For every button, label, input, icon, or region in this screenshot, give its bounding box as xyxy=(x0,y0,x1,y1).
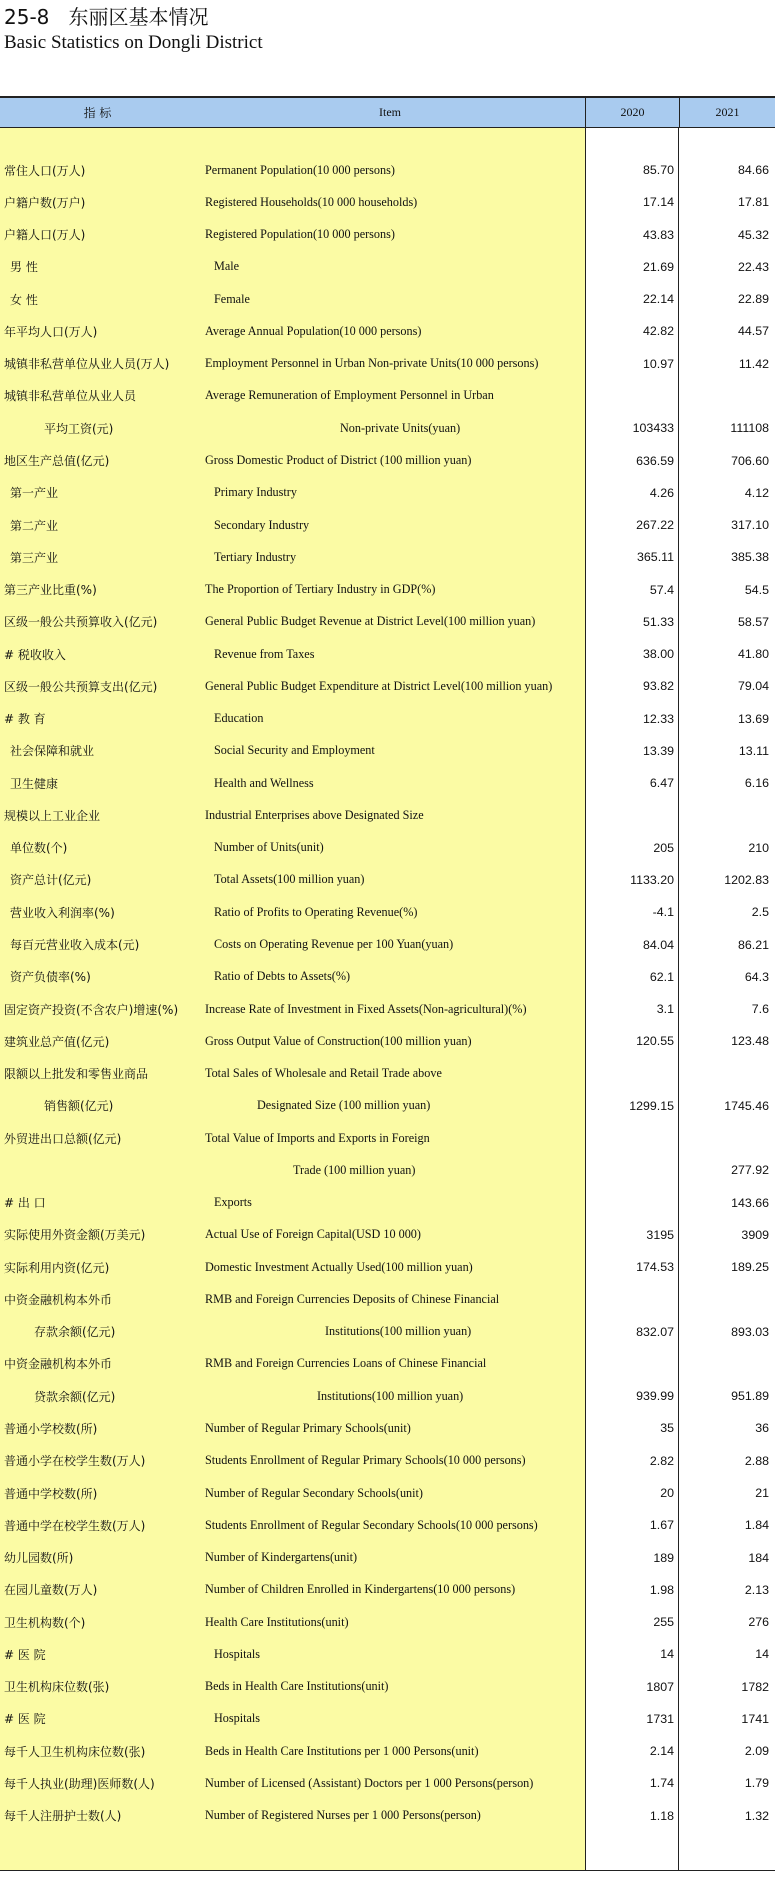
row-label-cn: 存款余额(亿元) xyxy=(34,1325,116,1340)
table-row-label xyxy=(0,1735,585,1767)
row-label-cn: 限额以上批发和零售业商品 xyxy=(4,1067,149,1082)
cell-value-2021: 36 xyxy=(755,1421,769,1436)
row-label-en: General Public Budget Revenue at District Level(100 million yuan) xyxy=(205,614,536,629)
cell-value-2021 xyxy=(679,799,773,831)
row-label-en: RMB and Foreign Currencies Deposits of Chinese Financial xyxy=(205,1291,500,1306)
row-label-en: The Proportion of Tertiary Industry in GDP(%) xyxy=(205,582,436,597)
cell-value-2021: 2.09 xyxy=(744,1744,769,1759)
cell-value-2021: 385.38 xyxy=(731,550,769,565)
row-label-en: Primary Industry xyxy=(214,485,297,500)
cell-value-2021: 951.89 xyxy=(731,1389,769,1404)
table-code: 25-8 xyxy=(4,5,50,29)
cell-value-2021: 317.10 xyxy=(731,518,769,533)
row-label-en: Registered Households(10 000 households) xyxy=(205,194,418,209)
cell-value-2021: 22.43 xyxy=(737,259,769,274)
row-label-en: Students Enrollment of Regular Primary Schools(10 000 persons) xyxy=(205,1453,526,1468)
row-label-en: Ratio of Debts to Assets(%) xyxy=(214,969,351,984)
table-row-label xyxy=(0,1090,585,1122)
table-row-label xyxy=(0,735,585,767)
row-label-en: Number of Regular Primary Schools(unit) xyxy=(205,1420,411,1435)
cell-value-2020 xyxy=(586,1154,678,1186)
cell-value-2020: 3.1 xyxy=(656,1002,674,1017)
year-2021-column xyxy=(678,128,773,1870)
cell-value-2021: 111108 xyxy=(730,421,769,436)
cell-value-2020: 84.04 xyxy=(642,937,674,952)
cell-value-2021: 2.88 xyxy=(744,1453,769,1468)
cell-value-2021 xyxy=(679,380,773,412)
row-label-en: Health and Wellness xyxy=(214,775,314,790)
cell-value-2020: 103433 xyxy=(632,421,674,436)
table-row-label xyxy=(0,832,585,864)
row-label-en: Number of Regular Secondary Schools(unit) xyxy=(205,1485,423,1500)
cell-value-2021: 1782 xyxy=(741,1679,769,1694)
cell-value-2020: 832.07 xyxy=(636,1324,674,1339)
table-row-label xyxy=(0,477,585,509)
row-label-cn: 社会保障和就业 xyxy=(10,744,95,759)
row-label-en: Average Remuneration of Employment Personnel in Urban xyxy=(205,388,494,403)
cell-value-2021: 11.42 xyxy=(738,356,769,371)
table-row-label xyxy=(0,1057,585,1089)
cell-value-2020: 1133.20 xyxy=(630,872,674,887)
row-label-cn: 户籍户数(万户) xyxy=(4,195,86,210)
row-label-cn: 女 性 xyxy=(10,292,38,307)
row-label-en: Domestic Investment Actually Used(100 million yuan) xyxy=(205,1259,473,1274)
row-label-en: Costs on Operating Revenue per 100 Yuan(yuan) xyxy=(214,937,454,951)
cell-value-2021: 58.57 xyxy=(737,614,769,629)
row-label-cn: 每千人卫生机构床位数(张) xyxy=(4,1744,146,1759)
cell-value-2021: 1.84 xyxy=(744,1518,769,1533)
cell-value-2020: 174.53 xyxy=(636,1260,674,1275)
cell-value-2021: 123.48 xyxy=(731,1034,769,1049)
table-row-label xyxy=(0,380,585,412)
table-row-label xyxy=(0,961,585,993)
cell-value-2020: 2.82 xyxy=(649,1453,674,1468)
row-label-en: Increase Rate of Investment in Fixed Assets(Non-agricultural)(%) xyxy=(205,1001,527,1016)
cell-value-2020: 189 xyxy=(653,1550,674,1565)
cell-value-2020: 17.14 xyxy=(642,195,674,210)
row-label-cn: 中资金融机构本外币 xyxy=(4,1292,113,1307)
row-label-en: Hospitals xyxy=(214,1711,261,1726)
cell-value-2020 xyxy=(586,1057,678,1089)
table-row-label xyxy=(0,1348,585,1380)
table-row-label xyxy=(0,1703,585,1735)
row-label-en: Number of Licensed (Assistant) Doctors per 1 000 Persons(person) xyxy=(205,1775,534,1790)
row-label-cn: # 税收收入 xyxy=(4,647,66,662)
table-row-label xyxy=(0,219,585,251)
table-row-label xyxy=(0,1122,585,1154)
row-label-cn: 第三产业比重(%) xyxy=(4,583,97,598)
table-row-label xyxy=(0,541,585,573)
row-label-cn: 区级一般公共预算收入(亿元) xyxy=(4,615,158,630)
row-label-en: Number of Units(unit) xyxy=(214,840,324,855)
header-item-en: Item xyxy=(379,105,401,119)
table-row-label xyxy=(0,1154,585,1186)
cell-value-2021: 45.32 xyxy=(737,227,769,242)
row-label-en: Designated Size (100 million yuan) xyxy=(257,1098,431,1113)
cell-value-2021: 1745.46 xyxy=(724,1098,769,1113)
cell-value-2021: 1.79 xyxy=(744,1776,769,1791)
table-row-label xyxy=(0,573,585,605)
cell-value-2021: 4.12 xyxy=(744,485,769,500)
cell-value-2021: 143.66 xyxy=(731,1195,769,1210)
table-row-label xyxy=(0,896,585,928)
table-row-label xyxy=(0,1219,585,1251)
page-title-en: Basic Statistics on Dongli District xyxy=(4,32,263,53)
cell-value-2020: 14 xyxy=(660,1647,674,1662)
cell-value-2021: 44.57 xyxy=(737,324,769,339)
cell-value-2021: 210 xyxy=(748,840,769,855)
table-row-label xyxy=(0,1025,585,1057)
row-label-cn: 普通小学校数(所) xyxy=(4,1421,98,1436)
row-label-en: Employment Personnel in Urban Non-private Units(10 000 persons) xyxy=(205,356,539,371)
row-label-cn: 幼儿园数(所) xyxy=(4,1551,74,1566)
row-label-cn: 区级一般公共预算支出(亿元) xyxy=(4,679,158,694)
row-label-cn: 普通中学校数(所) xyxy=(4,1486,98,1501)
cell-value-2020: 3195 xyxy=(646,1227,674,1242)
row-label-cn: 实际利用内资(亿元) xyxy=(4,1260,110,1275)
row-label-cn: 建筑业总产值(亿元) xyxy=(4,1034,110,1049)
table-row-label xyxy=(0,1187,585,1219)
row-label-en: Registered Population(10 000 persons) xyxy=(205,227,395,242)
row-label-cn: 资产总计(亿元) xyxy=(10,873,92,888)
table-row-label xyxy=(0,509,585,541)
row-label-en: RMB and Foreign Currencies Loans of Chinese Financial xyxy=(205,1356,487,1371)
row-label-cn: 固定资产投资(不含农户)增速(%) xyxy=(4,1002,179,1017)
row-label-en: Revenue from Taxes xyxy=(214,646,315,661)
cell-value-2021: 1.32 xyxy=(744,1808,769,1823)
cell-value-2020: 93.82 xyxy=(642,679,674,694)
item-column xyxy=(0,128,585,1870)
cell-value-2020: 1.74 xyxy=(649,1776,674,1791)
table-row-label xyxy=(0,638,585,670)
cell-value-2021: 54.5 xyxy=(744,582,769,597)
cell-value-2020: 365.11 xyxy=(637,550,674,565)
table-row-label xyxy=(0,251,585,283)
table-row-label xyxy=(0,928,585,960)
row-label-en: Exports xyxy=(214,1195,252,1210)
row-label-cn: 每千人注册护士数(人) xyxy=(4,1809,122,1824)
cell-value-2021 xyxy=(679,1122,773,1154)
row-label-en: Beds in Health Care Institutions(unit) xyxy=(205,1679,389,1694)
cell-value-2021: 1202.83 xyxy=(724,872,769,887)
row-label-en: Health Care Institutions(unit) xyxy=(205,1614,349,1629)
row-label-en: Education xyxy=(214,711,264,726)
table-row-label xyxy=(0,1574,585,1606)
table-row-label xyxy=(0,1638,585,1670)
table-row-label xyxy=(0,1477,585,1509)
cell-value-2021: 706.60 xyxy=(731,453,769,468)
cell-value-2021: 79.04 xyxy=(737,679,769,694)
cell-value-2020: 120.55 xyxy=(636,1034,674,1049)
cell-value-2021: 7.6 xyxy=(751,1002,769,1017)
cell-value-2021: 13.69 xyxy=(737,711,769,726)
cell-value-2020: 6.47 xyxy=(649,776,674,791)
cell-value-2020: 1.98 xyxy=(649,1582,674,1597)
table-row-label xyxy=(0,444,585,476)
row-label-cn: # 出 口 xyxy=(4,1196,46,1211)
year-2020-column xyxy=(585,128,678,1870)
row-label-en: Beds in Health Care Institutions per 1 000 Persons(unit) xyxy=(205,1743,479,1758)
cell-value-2021: 184 xyxy=(748,1550,769,1565)
row-label-en: Trade (100 million yuan) xyxy=(293,1162,416,1177)
table-row-label xyxy=(0,993,585,1025)
cell-value-2020: 4.26 xyxy=(649,485,674,500)
header-item-cn: 指 标 xyxy=(83,106,112,120)
cell-value-2020: 13.39 xyxy=(642,743,674,758)
cell-value-2020: 85.70 xyxy=(642,163,674,178)
cell-value-2021: 1741 xyxy=(741,1711,769,1726)
cell-value-2020: 205 xyxy=(653,840,674,855)
table-row-label xyxy=(0,1767,585,1799)
row-label-en: Secondary Industry xyxy=(214,517,310,532)
table-row-label xyxy=(0,1606,585,1638)
cell-value-2020 xyxy=(586,1348,678,1380)
table-row-label xyxy=(0,1380,585,1412)
cell-value-2021: 2.5 xyxy=(751,905,769,920)
row-label-cn: 实际使用外资金额(万美元) xyxy=(4,1228,146,1243)
row-label-en: Total Sales of Wholesale and Retail Trade above xyxy=(205,1066,442,1081)
cell-value-2020: 51.33 xyxy=(642,614,674,629)
cell-value-2021: 41.80 xyxy=(737,647,769,662)
cell-value-2020 xyxy=(586,1283,678,1315)
table-row-label xyxy=(0,1800,585,1832)
cell-value-2021: 276 xyxy=(748,1615,769,1630)
table-body xyxy=(0,128,775,1871)
table-row-label xyxy=(0,1445,585,1477)
table-row-label xyxy=(0,703,585,735)
table-row-label xyxy=(0,606,585,638)
header-year-2021: 2021 xyxy=(679,98,775,127)
row-label-cn: 第一产业 xyxy=(10,486,59,501)
row-label-cn: 城镇非私营单位从业人员(万人) xyxy=(4,357,170,372)
cell-value-2020 xyxy=(586,1122,678,1154)
row-label-cn: 外贸进出口总额(亿元) xyxy=(4,1131,122,1146)
cell-value-2021: 2.13 xyxy=(744,1582,769,1597)
title-cn-text: 东丽区基本情况 xyxy=(68,5,209,29)
cell-value-2020: 939.99 xyxy=(636,1389,674,1404)
cell-value-2020: 42.82 xyxy=(642,324,674,339)
row-label-cn: 普通小学在校学生数(万人) xyxy=(4,1454,146,1469)
cell-value-2020: 267.22 xyxy=(636,518,674,533)
row-label-cn: 普通中学在校学生数(万人) xyxy=(4,1518,146,1533)
page-title-cn xyxy=(4,4,263,30)
row-label-cn: 贷款余额(亿元) xyxy=(34,1389,116,1404)
cell-value-2020: 12.33 xyxy=(642,711,674,726)
row-label-cn: 户籍人口(万人) xyxy=(4,228,86,243)
table-row-label xyxy=(0,799,585,831)
row-label-en: Gross Domestic Product of District (100 million yuan) xyxy=(205,453,472,468)
cell-value-2021: 86.21 xyxy=(737,937,769,952)
row-label-cn: 卫生机构床位数(张) xyxy=(4,1680,110,1695)
cell-value-2021: 6.16 xyxy=(744,776,769,791)
row-label-en: Average Annual Population(10 000 persons) xyxy=(205,323,422,338)
cell-value-2021: 14 xyxy=(755,1647,769,1662)
statistics-table xyxy=(0,96,775,1871)
row-label-cn: 第二产业 xyxy=(10,518,59,533)
row-label-en: Social Security and Employment xyxy=(214,743,375,758)
cell-value-2021: 189.25 xyxy=(731,1260,769,1275)
table-row-label xyxy=(0,1670,585,1702)
row-label-en: Ratio of Profits to Operating Revenue(%) xyxy=(214,904,418,919)
cell-value-2020: 255 xyxy=(653,1615,674,1630)
row-label-en: Female xyxy=(214,291,250,306)
cell-value-2020: 10.97 xyxy=(642,356,674,371)
cell-value-2020: 38.00 xyxy=(642,647,674,662)
row-label-en: Industrial Enterprises above Designated Size xyxy=(205,807,424,822)
row-label-cn: 在园儿童数(万人) xyxy=(4,1583,98,1598)
row-label-en: Tertiary Industry xyxy=(214,549,297,564)
cell-value-2020: 1.18 xyxy=(649,1808,674,1823)
table-row-label xyxy=(0,1509,585,1541)
row-label-cn: 第三产业 xyxy=(10,550,59,565)
table-row-label xyxy=(0,1412,585,1444)
cell-value-2021: 21 xyxy=(755,1486,769,1501)
row-label-cn: 每百元营业收入成本(元) xyxy=(10,938,140,952)
row-label-cn: # 教 育 xyxy=(4,712,46,727)
table-row-label xyxy=(0,412,585,444)
row-label-cn: 销售额(亿元) xyxy=(44,1099,114,1114)
row-label-cn: 营业收入利润率(%) xyxy=(10,905,115,920)
row-label-en: Number of Kindergartens(unit) xyxy=(205,1550,358,1565)
row-label-en: Institutions(100 million yuan) xyxy=(317,1388,464,1403)
cell-value-2021: 893.03 xyxy=(731,1324,769,1339)
cell-value-2021: 3909 xyxy=(741,1227,769,1242)
cell-value-2021: 64.3 xyxy=(744,969,769,984)
cell-value-2021: 277.92 xyxy=(731,1163,769,1178)
cell-value-2020: 636.59 xyxy=(636,453,674,468)
row-label-cn: # 医 院 xyxy=(4,1647,46,1662)
row-label-en: Permanent Population(10 000 persons) xyxy=(205,162,395,177)
cell-value-2020: 43.83 xyxy=(642,227,674,242)
cell-value-2020: 35 xyxy=(660,1421,674,1436)
cell-value-2021: 17.81 xyxy=(737,195,769,210)
row-label-en: General Public Budget Expenditure at District Level(100 million yuan) xyxy=(205,678,553,693)
cell-value-2020: -4.1 xyxy=(652,905,674,920)
title-block xyxy=(4,4,263,56)
cell-value-2020: 2.14 xyxy=(649,1744,674,1759)
row-label-en: Male xyxy=(214,259,240,274)
row-label-cn: 卫生机构数(个) xyxy=(4,1615,86,1630)
table-row-label xyxy=(0,864,585,896)
row-label-en: Total Value of Imports and Exports in Foreign xyxy=(205,1130,430,1145)
cell-value-2021 xyxy=(679,1283,773,1315)
table-row-label xyxy=(0,348,585,380)
cell-value-2020: 1299.15 xyxy=(629,1098,674,1113)
row-label-cn: 规模以上工业企业 xyxy=(4,808,101,823)
cell-value-2020: 1807 xyxy=(646,1679,674,1694)
cell-value-2020 xyxy=(586,380,678,412)
table-row-label xyxy=(0,283,585,315)
row-label-cn: 每千人执业(助理)医师数(人) xyxy=(4,1776,155,1791)
row-label-cn: 资产负债率(%) xyxy=(10,970,91,985)
table-header xyxy=(0,96,775,128)
table-row-label xyxy=(0,1283,585,1315)
cell-value-2020: 1.67 xyxy=(649,1518,674,1533)
row-label-cn: 中资金融机构本外币 xyxy=(4,1357,113,1372)
row-label-en: Gross Output Value of Construction(100 million yuan) xyxy=(205,1033,472,1048)
table-row-label xyxy=(0,767,585,799)
row-label-en: Hospitals xyxy=(214,1646,261,1661)
header-year-2020: 2020 xyxy=(585,98,679,127)
cell-value-2020: 1731 xyxy=(646,1711,674,1726)
row-label-cn: 男 性 xyxy=(10,260,38,275)
row-label-en: Number of Children Enrolled in Kindergartens(10 000 persons) xyxy=(205,1582,516,1597)
row-label-cn: 年平均人口(万人) xyxy=(4,324,98,339)
row-label-en: Actual Use of Foreign Capital(USD 10 000) xyxy=(205,1227,421,1242)
row-label-en: Students Enrollment of Regular Secondary Schools(10 000 persons) xyxy=(205,1517,538,1532)
cell-value-2020 xyxy=(586,799,678,831)
cell-value-2021 xyxy=(679,1348,773,1380)
table-row-label xyxy=(0,1251,585,1283)
table-row-label xyxy=(0,1541,585,1573)
row-label-cn: 单位数(个) xyxy=(10,841,68,856)
row-label-cn: 城镇非私营单位从业人员 xyxy=(4,389,137,404)
cell-value-2021 xyxy=(679,1057,773,1089)
cell-value-2020: 62.1 xyxy=(649,969,674,984)
cell-value-2021: 84.66 xyxy=(737,163,769,178)
row-label-cn: 地区生产总值(亿元) xyxy=(4,454,110,469)
row-label-en: Number of Registered Nurses per 1 000 Persons(person) xyxy=(205,1808,481,1823)
row-label-en: Institutions(100 million yuan) xyxy=(325,1324,472,1339)
row-label-cn: 卫生健康 xyxy=(10,776,59,791)
cell-value-2020: 20 xyxy=(660,1486,674,1501)
table-row-label xyxy=(0,670,585,702)
row-label-en: Total Assets(100 million yuan) xyxy=(214,872,365,887)
row-label-cn: 常住人口(万人) xyxy=(4,163,86,178)
cell-value-2020: 57.4 xyxy=(649,582,674,597)
row-label-en: Non-private Units(yuan) xyxy=(340,420,461,435)
table-row-label xyxy=(0,186,585,218)
row-label-cn: 平均工资(元) xyxy=(44,421,114,436)
cell-value-2020 xyxy=(586,1187,678,1219)
table-row-label xyxy=(0,315,585,347)
cell-value-2021: 13.11 xyxy=(738,743,769,758)
cell-value-2020: 22.14 xyxy=(642,292,674,307)
cell-value-2020: 21.69 xyxy=(642,259,674,274)
table-row-label xyxy=(0,154,585,186)
cell-value-2021: 22.89 xyxy=(737,292,769,307)
row-label-cn: # 医 院 xyxy=(4,1712,46,1727)
table-row-label xyxy=(0,1316,585,1348)
